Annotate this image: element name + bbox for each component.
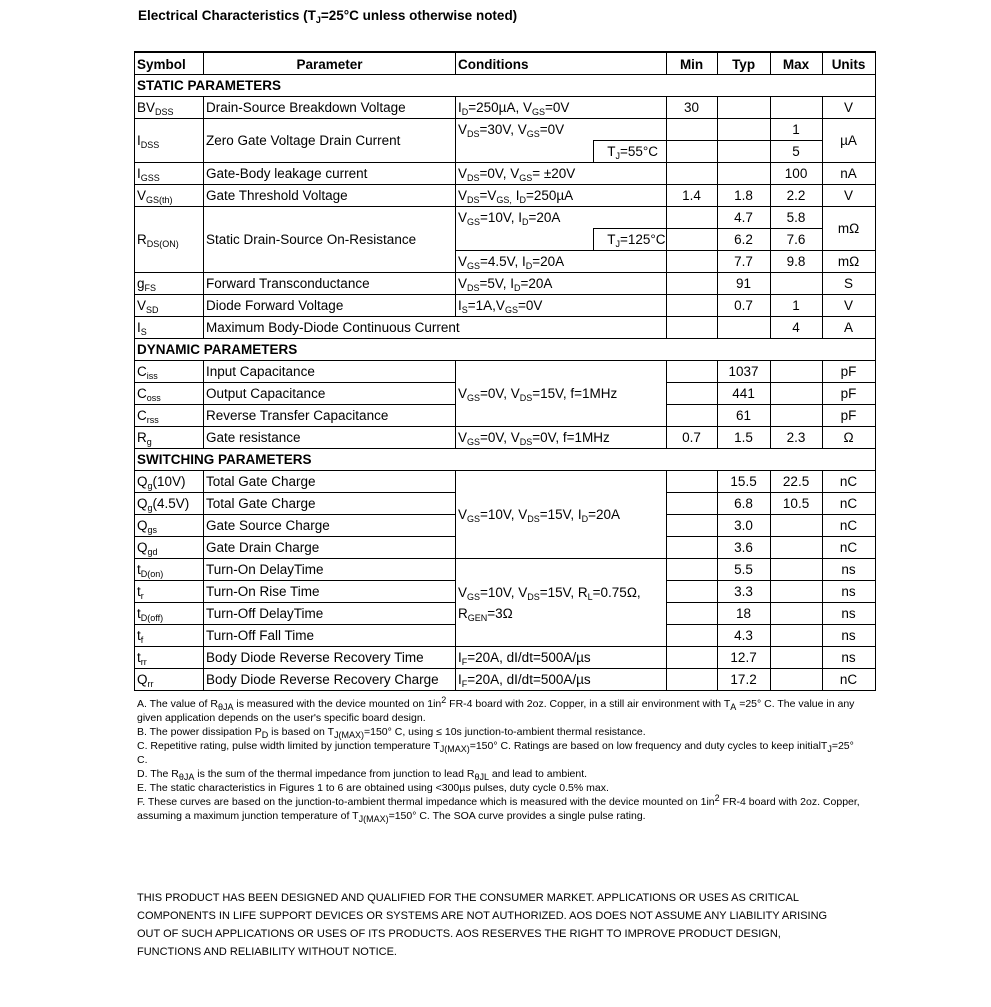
min-cell (666, 493, 717, 515)
typ-cell: 3.3 (717, 581, 770, 603)
typ-cell: 91 (717, 273, 770, 295)
col-symbol: Symbol (135, 52, 204, 75)
conditions-cell: $V_{GS}=0V$, $V_{DS}=15V$, f=1MHz (456, 361, 667, 427)
max-cell: 7.6 (770, 229, 822, 251)
symbol-cell: $C_{oss}$ (135, 383, 204, 405)
parameter-cell: Turn-Off Fall Time (204, 625, 456, 647)
table-row (135, 295, 876, 317)
parameter-cell: Turn-On DelayTime (204, 559, 456, 581)
symbol-cell: $R_g$ (135, 427, 204, 449)
unit-cell: nC (822, 537, 875, 559)
conditions-cell: $V_{DS}=V_{GS,}$ $I_D=250\mu A$ (456, 185, 667, 207)
max-cell: 2.3 (770, 427, 822, 449)
typ-cell: 5.5 (717, 559, 770, 581)
symbol-cell: $g_{FS}$ (135, 273, 204, 295)
unit-cell: nA (822, 163, 875, 185)
conditions-cell: $I_F=20A$, dI/dt=500A/µs (456, 669, 667, 691)
max-cell: 1 (770, 119, 822, 141)
unit-cell: mΩ (822, 251, 875, 273)
parameter-cell: Maximum Body-Diode Continuous Current (204, 317, 667, 339)
parameter-cell: Gate-Body leakage current (204, 163, 456, 185)
min-cell (666, 405, 717, 427)
symbol-cell: $C_{rss}$ (135, 405, 204, 427)
typ-cell: 4.7 (717, 207, 770, 229)
min-cell (666, 515, 717, 537)
symbol-cell: $t_{rr}$ (135, 647, 204, 669)
min-cell: 0.7 (666, 427, 717, 449)
typ-cell (717, 163, 770, 185)
parameter-cell: Gate Source Charge (204, 515, 456, 537)
disclaimer-line: COMPONENTS IN LIFE SUPPORT DEVICES OR SYSTEMS ARE NOT AUTHORIZED. AOS DOES NOT ASSUME ANY LIABILITY ARISING (137, 910, 828, 922)
max-cell (770, 515, 822, 537)
disclaimer-line: OUT OF SUCH APPLICATIONS OR USES OF ITS PRODUCTS. AOS RESERVES THE RIGHT TO IMPROVE PRODUCT DESIGN, (137, 928, 781, 940)
table-row (135, 669, 876, 691)
max-cell (770, 361, 822, 383)
unit-cell: nC (822, 471, 875, 493)
conditions-cell: $V_{DS}=0V$, $V_{GS}= \pm 20V$ (456, 163, 667, 185)
tj-cell: $T_J=55^\circ C$ (594, 141, 667, 163)
unit-cell: ns (822, 603, 875, 625)
unit-cell: A (822, 317, 875, 339)
note-c: C. Repetitive rating, pulse width limited by junction temperature $T_{J(MAX)}=150^\circ$ C. Ratings are based on low frequency and duty cycles to keep initialT$_J$=25° C. (137, 740, 854, 766)
max-cell: 1 (770, 295, 822, 317)
parameter-cell: Turn-On Rise Time (204, 581, 456, 603)
symbol-cell: $t_f$ (135, 625, 204, 647)
footnotes (137, 697, 862, 823)
symbol-cell: $Q_{gs}$ (135, 515, 204, 537)
col-typ: Typ (717, 52, 770, 75)
unit-cell: V (822, 97, 875, 119)
symbol-cell: $C_{iss}$ (135, 361, 204, 383)
max-cell (770, 97, 822, 119)
max-cell (770, 383, 822, 405)
typ-cell: 3.0 (717, 515, 770, 537)
min-cell (666, 625, 717, 647)
min-cell (666, 141, 717, 163)
max-cell: 22.5 (770, 471, 822, 493)
min-cell (666, 295, 717, 317)
conditions-cell: $I_S=1A,V_{GS}=0V$ (456, 295, 667, 317)
min-cell (666, 581, 717, 603)
parameter-cell: Input Capacitance (204, 361, 456, 383)
section-static: STATIC PARAMETERS (135, 75, 876, 97)
typ-cell (717, 141, 770, 163)
unit-cell: mΩ (822, 207, 875, 251)
max-cell (770, 273, 822, 295)
symbol-cell: $t_{D(off)}$ (135, 603, 204, 625)
max-cell (770, 559, 822, 581)
typ-cell: 1037 (717, 361, 770, 383)
parameter-cell: Body Diode Reverse Recovery Time (204, 647, 456, 669)
symbol-cell: $I_{GSS}$ (135, 163, 204, 185)
min-cell (666, 669, 717, 691)
typ-cell: 6.8 (717, 493, 770, 515)
disclaimer-line: FUNCTIONS AND RELIABILITY WITHOUT NOTICE. (137, 946, 397, 958)
min-cell: 30 (666, 97, 717, 119)
table-row (135, 427, 876, 449)
typ-cell: 7.7 (717, 251, 770, 273)
typ-cell (717, 317, 770, 339)
typ-cell (717, 97, 770, 119)
symbol-cell: $Q_g(10V)$ (135, 471, 204, 493)
parameter-cell: Gate Drain Charge (204, 537, 456, 559)
max-cell: 5.8 (770, 207, 822, 229)
max-cell (770, 647, 822, 669)
unit-cell: V (822, 185, 875, 207)
parameter-cell: Gate resistance (204, 427, 456, 449)
min-cell (666, 317, 717, 339)
typ-cell: 18 (717, 603, 770, 625)
min-cell (666, 383, 717, 405)
conditions-cell: $V_{DS}=30V$, $V_{GS}=0V$ (456, 119, 667, 141)
symbol-cell: $I_{DSS}$ (135, 119, 204, 163)
symbol-cell: $R_{DS(ON)}$ (135, 207, 204, 273)
symbol-cell: $V_{SD}$ (135, 295, 204, 317)
note-a: A. The value of $R_{\theta JA}$ is measured with the device mounted on $1in^2$ FR-4 board with 2oz. Copper, in a still air environment with $T_A =25^\circ$ C. The value in any given application depends on the user's specific board design. (137, 695, 855, 724)
typ-cell: 1.5 (717, 427, 770, 449)
symbol-cell: $V_{GS(th)}$ (135, 185, 204, 207)
disclaimer (137, 889, 867, 961)
unit-cell: V (822, 295, 875, 317)
max-cell: 100 (770, 163, 822, 185)
max-cell (770, 405, 822, 427)
typ-cell: 4.3 (717, 625, 770, 647)
symbol-cell: $t_r$ (135, 581, 204, 603)
min-cell (666, 361, 717, 383)
table-row (135, 163, 876, 185)
min-cell (666, 229, 717, 251)
min-cell (666, 537, 717, 559)
note-f: F. These curves are based on the junction-to-ambient thermal impedance which is measured with the device mounted on $1in^2$ FR-4 board with 2oz. Copper, assuming a maximum junction temperature of $T_{J(MAX)}=150^\circ$ C. The SOA curve provides a single pulse rating. (137, 793, 860, 824)
unit-cell: nC (822, 515, 875, 537)
note-d: D. The $R_{\theta JA}$ is the sum of the thermal impedance from junction to lead $R_{\theta JL}$ and lead to ambient. (137, 768, 588, 782)
unit-cell: nC (822, 669, 875, 691)
col-parameter: Parameter (204, 52, 456, 75)
symbol-cell: $t_{D(on)}$ (135, 559, 204, 581)
unit-cell: pF (822, 405, 875, 427)
parameter-cell: Zero Gate Voltage Drain Current (204, 119, 456, 163)
min-cell (666, 559, 717, 581)
min-cell (666, 471, 717, 493)
conditions-spacer (456, 229, 594, 251)
conditions-spacer (456, 141, 594, 163)
conditions-cell: $V_{GS}=0V$, $V_{DS}=0V$, f=1MHz (456, 427, 667, 449)
table-row (135, 119, 876, 141)
symbol-cell: $Q_g(4.5V)$ (135, 493, 204, 515)
parameter-cell: Diode Forward Voltage (204, 295, 456, 317)
conditions-cell: $V_{DS}=5V$, $I_D=20A$ (456, 273, 667, 295)
max-cell (770, 625, 822, 647)
typ-cell: 17.2 (717, 669, 770, 691)
parameter-cell: Drain-Source Breakdown Voltage (204, 97, 456, 119)
unit-cell: ns (822, 625, 875, 647)
unit-cell: ns (822, 647, 875, 669)
col-min: Min (666, 52, 717, 75)
table-row (135, 97, 876, 119)
unit-cell: nC (822, 493, 875, 515)
unit-cell: Ω (822, 427, 875, 449)
note-e: E. The static characteristics in Figures 1 to 6 are obtained using <300µs pulses, duty cycle 0.5% max. (137, 782, 609, 794)
page-title: Electrical Characteristics ($T_J=25^\circ C$ unless otherwise noted) (138, 8, 518, 25)
symbol-cell: $Q_{rr}$ (135, 669, 204, 691)
min-cell (666, 647, 717, 669)
typ-cell: 61 (717, 405, 770, 427)
min-cell (666, 273, 717, 295)
max-cell (770, 581, 822, 603)
parameter-cell: Gate Threshold Voltage (204, 185, 456, 207)
symbol-cell: $I_S$ (135, 317, 204, 339)
max-cell: 10.5 (770, 493, 822, 515)
typ-cell (717, 119, 770, 141)
section-dynamic: DYNAMIC PARAMETERS (135, 339, 876, 361)
max-cell (770, 603, 822, 625)
typ-cell: 12.7 (717, 647, 770, 669)
parameter-cell: Body Diode Reverse Recovery Charge (204, 669, 456, 691)
table-row (135, 471, 876, 493)
table-header-row (135, 52, 876, 75)
symbol-cell: $Q_{gd}$ (135, 537, 204, 559)
min-cell (666, 603, 717, 625)
min-cell (666, 207, 717, 229)
max-cell (770, 669, 822, 691)
conditions-cell: $I_F=20A$, dI/dt=500A/µs (456, 647, 667, 669)
min-cell (666, 163, 717, 185)
max-cell: 5 (770, 141, 822, 163)
typ-cell: 15.5 (717, 471, 770, 493)
typ-cell: 3.6 (717, 537, 770, 559)
typ-cell: 0.7 (717, 295, 770, 317)
parameter-cell: Static Drain-Source On-Resistance (204, 207, 456, 273)
col-units: Units (822, 52, 875, 75)
typ-cell: 6.2 (717, 229, 770, 251)
min-cell (666, 251, 717, 273)
conditions-cell: $I_D=250\mu A$, $V_{GS}=0V$ (456, 97, 667, 119)
table-row (135, 207, 876, 229)
electrical-characteristics-table (134, 51, 876, 691)
unit-cell: ns (822, 559, 875, 581)
unit-cell: µA (822, 119, 875, 163)
max-cell: 2.2 (770, 185, 822, 207)
max-cell (770, 537, 822, 559)
table-row (135, 273, 876, 295)
conditions-cell: $V_{GS}=10V$, $V_{DS}=15V$, $I_D=20A$ (456, 471, 667, 559)
parameter-cell: Reverse Transfer Capacitance (204, 405, 456, 427)
symbol-cell: $BV_{DSS}$ (135, 97, 204, 119)
min-cell: 1.4 (666, 185, 717, 207)
conditions-cell: $V_{GS}=10V$, $V_{DS}=15V$, $R_L=0.75\Omega$, $R_{GEN}=3\Omega$ (456, 559, 667, 647)
min-cell (666, 119, 717, 141)
typ-cell: 441 (717, 383, 770, 405)
unit-cell: ns (822, 581, 875, 603)
parameter-cell: Turn-Off DelayTime (204, 603, 456, 625)
table-row (135, 647, 876, 669)
parameter-cell: Output Capacitance (204, 383, 456, 405)
max-cell: 9.8 (770, 251, 822, 273)
table-row (135, 559, 876, 581)
typ-cell: 1.8 (717, 185, 770, 207)
parameter-cell: Total Gate Charge (204, 493, 456, 515)
unit-cell: pF (822, 361, 875, 383)
table-row (135, 185, 876, 207)
disclaimer-line: THIS PRODUCT HAS BEEN DESIGNED AND QUALIFIED FOR THE CONSUMER MARKET. APPLICATIONS OR USES AS CRITICAL (137, 892, 799, 904)
note-b: B. The power dissipation $P_D$ is based on $T_{J(MAX)}=150^\circ$ C, using ≤ 10s junction-to-ambient thermal resistance. (137, 726, 646, 740)
unit-cell: S (822, 273, 875, 295)
col-conditions: Conditions (456, 52, 667, 75)
parameter-cell: Total Gate Charge (204, 471, 456, 493)
section-switching: SWITCHING PARAMETERS (135, 449, 876, 471)
unit-cell: pF (822, 383, 875, 405)
table-row (135, 317, 876, 339)
tj-cell: $T_J=125^\circ C$ (594, 229, 667, 251)
max-cell: 4 (770, 317, 822, 339)
table-row (135, 361, 876, 383)
col-max: Max (770, 52, 822, 75)
conditions-cell: $V_{GS}=10V$, $I_D=20A$ (456, 207, 667, 229)
parameter-cell: Forward Transconductance (204, 273, 456, 295)
conditions-cell: $V_{GS}=4.5V$, $I_D=20A$ (456, 251, 667, 273)
